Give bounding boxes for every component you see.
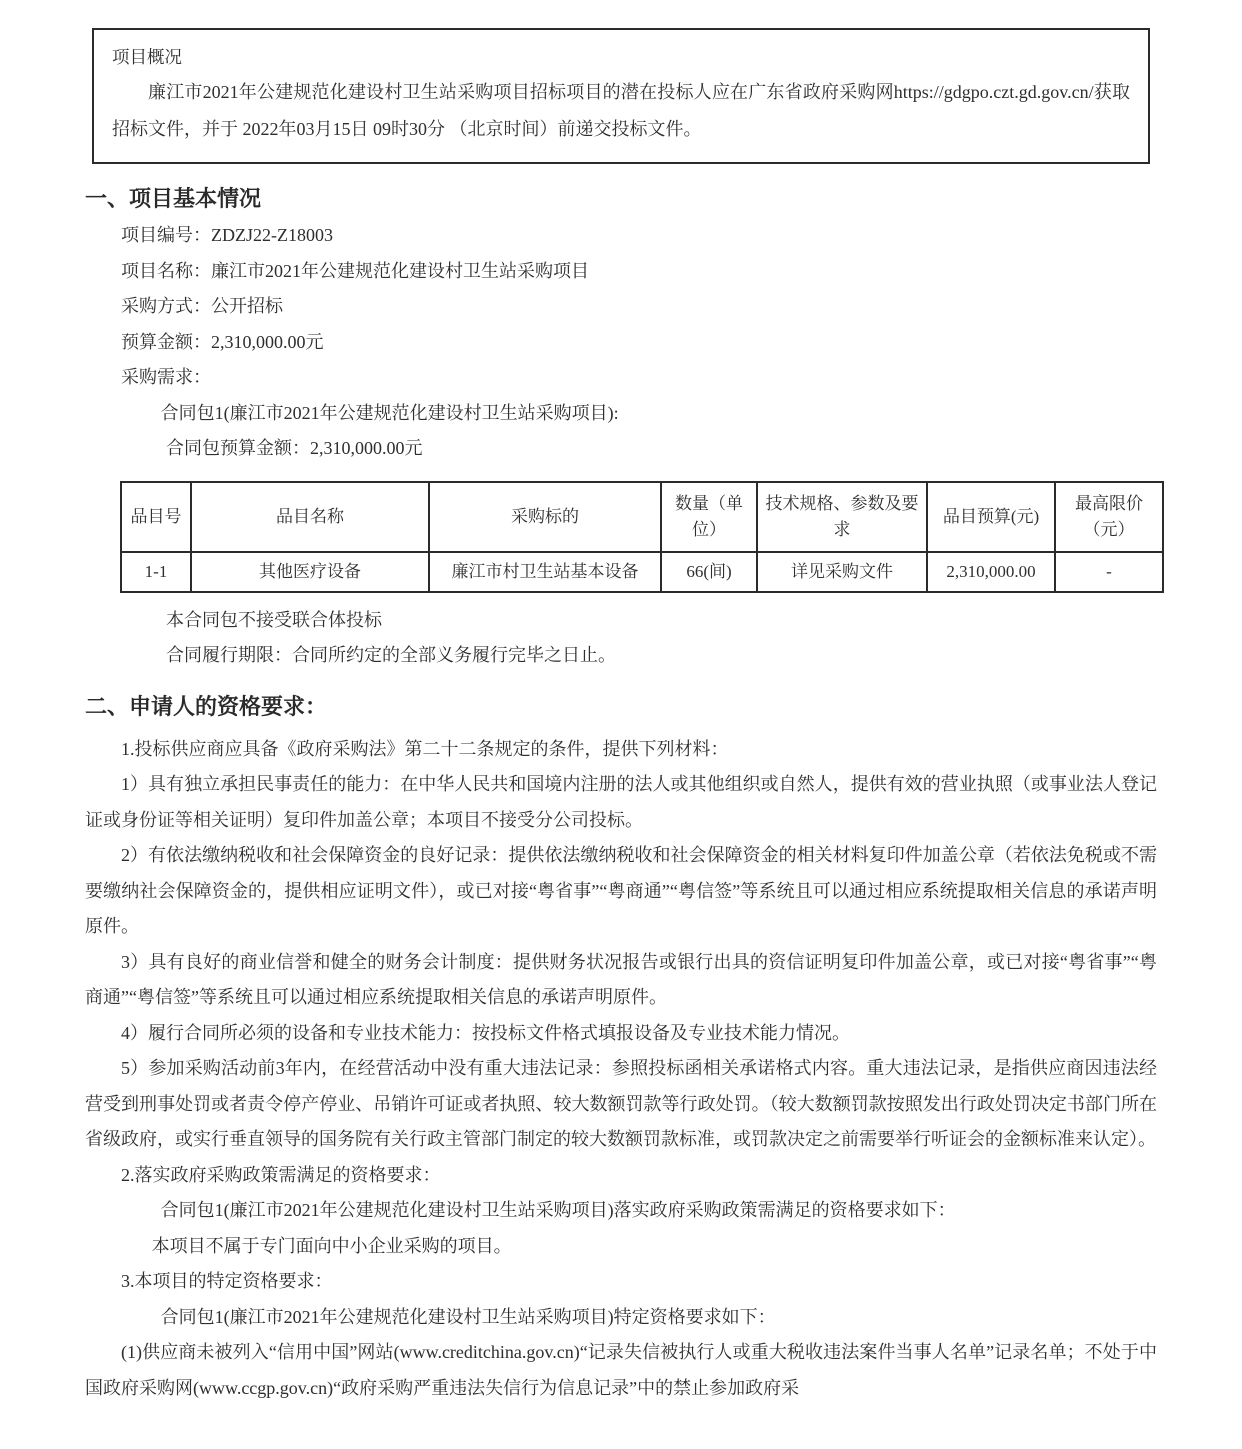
header-subject: 采购标的 — [429, 482, 661, 552]
header-spec: 技术规格、参数及要求 — [757, 482, 927, 552]
table-row — [121, 552, 1163, 592]
project-overview-box — [92, 28, 1150, 164]
specific-requirement-package-line: 合同包1(廉江市2021年公建规范化建设村卫生站采购项目)特定资格要求如下： — [160, 1306, 776, 1327]
contract-package-line: 合同包1(廉江市2021年公建规范化建设村卫生站采购项目): — [160, 402, 619, 423]
header-price-cap: 最高限价（元） — [1055, 482, 1163, 552]
section1-heading: 一、项目基本情况 — [85, 186, 262, 211]
policy-requirement-paragraph: 2.落实政府采购政策需满足的资格要求： — [121, 1164, 441, 1185]
table-header-row — [121, 482, 1163, 552]
overview-title: 项目概况 — [112, 47, 182, 67]
contract-period-line: 合同履行期限：合同所约定的全部义务履行完毕之日止。 — [166, 645, 616, 665]
project-number-line: 项目编号：ZDZJ22-Z18003 — [121, 225, 333, 245]
qualification-paragraph: 1）具有独立承担民事责任的能力：在中华人民共和国境内注册的法人或其他组织或自然人，提供有效的营业执照（或事业法人登记证或身份证等相关证明）复印件加盖公章；本项目不接受分公司投标。 — [85, 774, 1157, 830]
header-budget: 品目预算(元) — [927, 482, 1055, 552]
credit-china-paragraph: (1)供应商未被列入“信用中国”网站(www.creditchina.gov.cn)“记录失信被执行人或重大税收违法案件当事人名单”记录名单；不处于中国政府采购网(www.ccgp.gov.cn)“政府采购严重违法失信行为信息记录”中的禁止参加政府采 — [85, 1342, 1157, 1398]
policy-requirement-package-line: 合同包1(廉江市2021年公建规范化建设村卫生站采购项目)落实政府采购政策需满足的资格要求如下： — [160, 1200, 956, 1220]
procurement-method-line: 采购方式：公开招标 — [121, 296, 283, 316]
project-name-line: 项目名称：廉江市2021年公建规范化建设村卫生站采购项目 — [121, 260, 589, 281]
not-sme-project-line: 本项目不属于专门面向中小企业采购的项目。 — [151, 1235, 512, 1256]
header-item-name: 品目名称 — [191, 482, 429, 552]
overview-body: 廉江市2021年公建规范化建设村卫生站采购项目招标项目的潜在投标人应在广东省政府采购网https://gdgpo.czt.gd.gov.cn/获取招标文件，并于 2022年03月15日 09时30分 （北京时间）前递交投标文件。 — [112, 82, 1130, 139]
no-consortium-line: 本合同包不接受联合体投标 — [166, 609, 382, 630]
budget-amount-line: 预算金额：2,310,000.00元 — [121, 331, 324, 352]
specific-requirement-heading-line: 3.本项目的特定资格要求： — [121, 1271, 333, 1291]
cell-budget: 2,310,000.00 — [927, 552, 1055, 592]
cell-price-cap: - — [1055, 552, 1163, 592]
section2-heading: 二、申请人的资格要求： — [85, 693, 328, 719]
tender-document-page — [0, 28, 1242, 1449]
cell-spec: 详见采购文件 — [757, 552, 927, 592]
procurement-items-table — [120, 481, 1164, 593]
qualification-paragraph: 5）参加采购活动前3年内，在经营活动中没有重大违法记录：参照投标函相关承诺格式内容。重大违法记录，是指供应商因违法经营受到刑事处罚或者责令停产停业、吊销许可证或者执照、较大数额罚款等行政处罚。（较大数额罚款按照发出行政处罚决定书部门所在省级政府，或实行垂直领导的国务院有关行政主管部门制定的较大数额罚款标准，或罚款决定之前需要举行听证会的金额标准来认定）。 — [85, 1058, 1157, 1149]
qualification-paragraph: 3）具有良好的商业信誉和健全的财务会计制度：提供财务状况报告或银行出具的资信证明复印件加盖公章，或已对接“粤省事”“粤商通”“粤信签”等系统且可以通过相应系统提取相关信息的承诺声明原件。 — [85, 951, 1157, 1007]
header-item-no: 品目号 — [121, 482, 191, 552]
cell-item-name: 其他医疗设备 — [191, 552, 429, 592]
qualification-paragraph: 1.投标供应商应具备《政府采购法》第二十二条规定的条件，提供下列材料： — [121, 738, 729, 759]
package-budget-line: 合同包预算金额：2,310,000.00元 — [166, 438, 423, 458]
cell-subject: 廉江市村卫生站基本设备 — [429, 552, 661, 592]
qualification-paragraph: 2）有依法缴纳税收和社会保障资金的良好记录：提供依法缴纳税收和社会保障资金的相关材料复印件加盖公章（若依法免税或不需要缴纳社会保障资金的，提供相应证明文件），或已对接“粤省事”“粤商通”“粤信签”等系统且可以通过相应系统提取相关信息的承诺声明原件。 — [85, 845, 1157, 936]
cell-item-no: 1-1 — [121, 552, 191, 592]
procurement-demand-line: 采购需求： — [121, 367, 211, 387]
qualification-paragraph: 4）履行合同所必须的设备和专业技术能力：按投标文件格式填报设备及专业技术能力情况。 — [121, 1022, 850, 1043]
cell-quantity: 66(间) — [661, 552, 757, 592]
header-quantity: 数量（单位） — [661, 482, 757, 552]
